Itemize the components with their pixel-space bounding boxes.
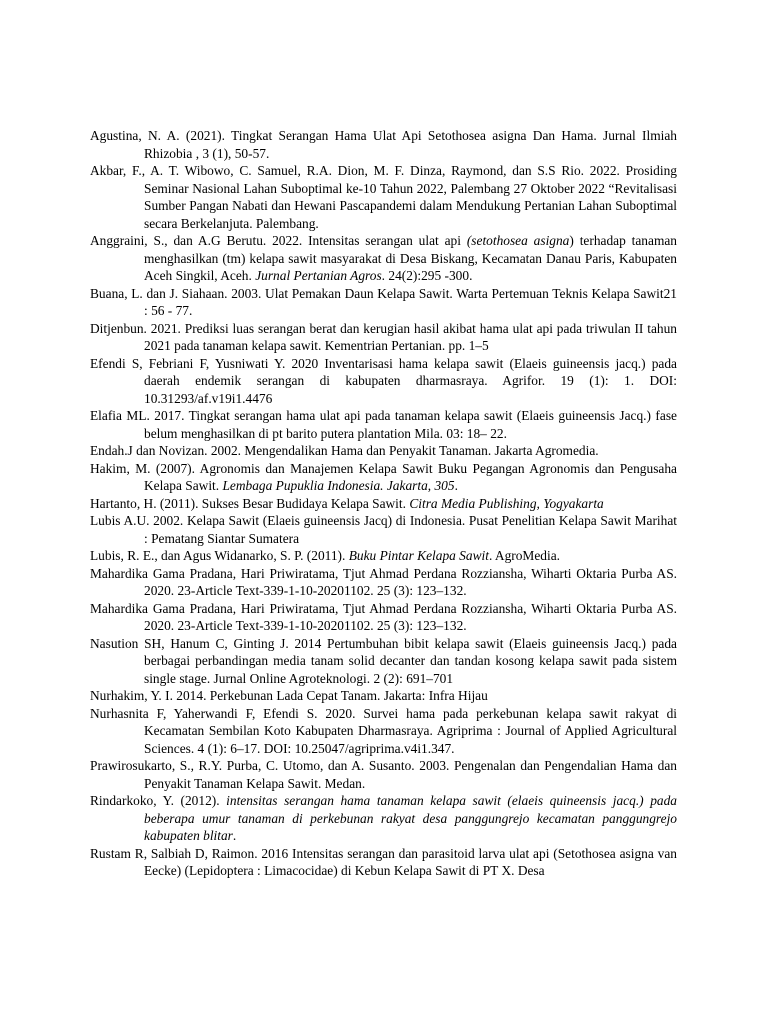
reference-text: Efendi S, Febriani F, Yusniwati Y. 2020 Inventarisasi hama kelapa sawit (Elaeis guineensis jacq.) pada daerah endemik serangan di kabupaten dharmasraya. Agrifor. 19 (1): 1. DOI: 10.31293/af.v19i1.4476 xyxy=(90,355,677,406)
reference-entry xyxy=(90,600,677,635)
reference-entry xyxy=(90,845,677,880)
reference-entry xyxy=(90,792,677,845)
reference-text: , xyxy=(427,478,435,493)
reference-entry xyxy=(90,442,677,460)
reference-entry xyxy=(90,512,677,547)
reference-text: Akbar, F., A. T. Wibowo, C. Samuel, R.A. Dion, M. F. Dinza, Raymond, dan S.S Rio. 2022. Prosiding Seminar Nasional Lahan Suboptimal ke-10 Tahun 2022, Palembang 27 Oktober 2022 “Revitalisasi Sumber Pangan Nabati dan Hewani Pascapandemi dalam Mendukung Pertanian Lahan Suboptimal secara Berkelanjuta. Palembang. xyxy=(90,163,677,231)
reference-list xyxy=(90,127,677,880)
reference-entry xyxy=(90,547,677,565)
reference-text: Rindarkoko, Y. (2012). xyxy=(90,793,227,808)
reference-entry xyxy=(90,687,677,705)
reference-entry xyxy=(90,757,677,792)
reference-text: Ditjenbun. 2021. Prediksi luas serangan berat dan kerugian hasil akibat hama ulat api pada triwulan II tahun 2021 pada tanaman kelapa sawit. Kementrian Pertanian. pp. 1–5 xyxy=(90,320,677,353)
reference-italic-text: (setothosea asigna xyxy=(466,233,570,248)
reference-text: Lubis, R. E., dan Agus Widanarko, S. P. (2011). xyxy=(90,548,349,563)
reference-text: Elafia ML. 2017. Tingkat serangan hama ulat api pada tanaman kelapa sawit (Elaeis guineensis Jacq.) fase belum menghasilkan di pt barito putera plantation Mila. 03: 18– 22. xyxy=(90,408,677,441)
reference-entry xyxy=(90,127,677,162)
reference-text: . 24(2):295 -300. xyxy=(381,268,473,283)
reference-entry xyxy=(90,407,677,442)
reference-entry xyxy=(90,285,677,320)
reference-italic-text: Buku Pintar Kelapa Sawit xyxy=(348,548,489,563)
reference-text: Mahardika Gama Pradana, Hari Priwiratama, Tjut Ahmad Perdana Rozziansha, Wiharti Oktaria Purba AS. 2020. 23-Article Text-339-1-10-20201102. 25 (3): 123–132. xyxy=(90,565,677,598)
reference-text: Buana, L. dan J. Siahaan. 2003. Ulat Pemakan Daun Kelapa Sawit. Warta Pertemuan Teknis Kelapa Sawit21 : 56 - 77. xyxy=(90,285,677,318)
reference-entry xyxy=(90,565,677,600)
reference-italic-text: 305 xyxy=(434,478,455,493)
reference-text: Nurhasnita F, Yaherwandi F, Efendi S. 2020. Survei hama pada perkebunan kelapa sawit rakyat di Kecamatan Sembilan Koto Kabupaten Dharmasraya. Agriprima : Journal of Applied Agricultural Sciences. 4 (1): 6–17. DOI: 10.25047/agriprima.v4i1.347. xyxy=(90,705,677,756)
reference-italic-text: Citra Media Publishing, Yogyakarta xyxy=(409,495,604,511)
reference-text: . AgroMedia. xyxy=(488,548,560,563)
reference-entry xyxy=(90,162,677,232)
reference-italic-text: Jurnal Pertanian Agros xyxy=(255,268,382,283)
reference-text: . xyxy=(232,828,237,843)
reference-text: . xyxy=(454,478,458,493)
reference-entry xyxy=(90,705,677,758)
reference-text: Prawirosukarto, S., R.Y. Purba, C. Utomo, dan A. Susanto. 2003. Pengenalan dan Pengendalian Hama dan Penyakit Tanaman Kelapa Sawit. Medan. xyxy=(90,758,677,791)
reference-text: Hakim, M. (2007). Agronomis dan Manajemen Kelapa Sawit Buku Pegangan Agronomis dan Pengusaha Kelapa Sawit. xyxy=(90,460,677,493)
reference-text: Lubis A.U. 2002. Kelapa Sawit (Elaeis guineensis Jacq) di Indonesia. Pusat Penelitian Kelapa Sawit Marihat : Pematang Siantar Sumatera xyxy=(90,513,677,546)
reference-text: Endah.J dan Novizan. 2002. Mengendalikan Hama dan Penyakit Tanaman. Jakarta Agromedia. xyxy=(90,443,599,458)
reference-entry xyxy=(90,355,677,408)
reference-entry xyxy=(90,495,677,513)
reference-italic-text: Lembaga Pupuklia Indonesia. Jakarta xyxy=(222,478,428,493)
reference-text: Nurhakim, Y. I. 2014. Perkebunan Lada Cepat Tanam. Jakarta: Infra Hijau xyxy=(90,688,488,703)
reference-text: Agustina, N. A. (2021). Tingkat Serangan Hama Ulat Api Setothosea asigna Dan Hama. Jurnal Ilmiah Rhizobia , 3 (1), 50-57. xyxy=(90,128,677,161)
reference-text: Nasution SH, Hanum C, Ginting J. 2014 Pertumbuhan bibit kelapa sawit (Elaeis guineensis Jacq.) pada berbagai perbandingan media tanam solid decanter dan tandan kosong kelapa sawit pada sistem single stage. Jurnal Online Agroteknologi. 2 (2): 691–701 xyxy=(90,635,677,686)
reference-text: Anggraini, S., dan A.G Berutu. 2022. Intensitas serangan ulat api xyxy=(90,233,467,248)
reference-text: Mahardika Gama Pradana, Hari Priwiratama, Tjut Ahmad Perdana Rozziansha, Wiharti Oktaria Purba AS. 2020. 23-Article Text-339-1-10-20201102. 25 (3): 123–132. xyxy=(90,600,677,633)
reference-entry xyxy=(90,460,677,495)
reference-text: Hartanto, H. (2011). Sukses Besar Budidaya Kelapa Sawit. xyxy=(90,495,410,511)
reference-entry xyxy=(90,320,677,355)
reference-italic-text: intensitas serangan hama tanaman kelapa sawit (elaeis quineensis jacq.) pada beberapa umur tanaman di perkebunan rakyat desa panggungrejo kecamatan panggungrejo kabupaten blitar xyxy=(144,793,677,843)
reference-text: ) terhadap tanaman menghasilkan (tm) kelapa sawit masyarakat di Desa Biskang, Kecamatan Danau Paris, Kabupaten Aceh Singkil, Aceh. xyxy=(144,233,678,283)
reference-text: Rustam R, Salbiah D, Raimon. 2016 Intensitas serangan dan parasitoid larva ulat api (Setothosea asigna van Eecke) (Lepidoptera : Limacocidae) di Kebun Kelapa Sawit di PT X. Desa xyxy=(90,845,677,878)
reference-entry xyxy=(90,635,677,688)
reference-entry xyxy=(90,232,677,285)
